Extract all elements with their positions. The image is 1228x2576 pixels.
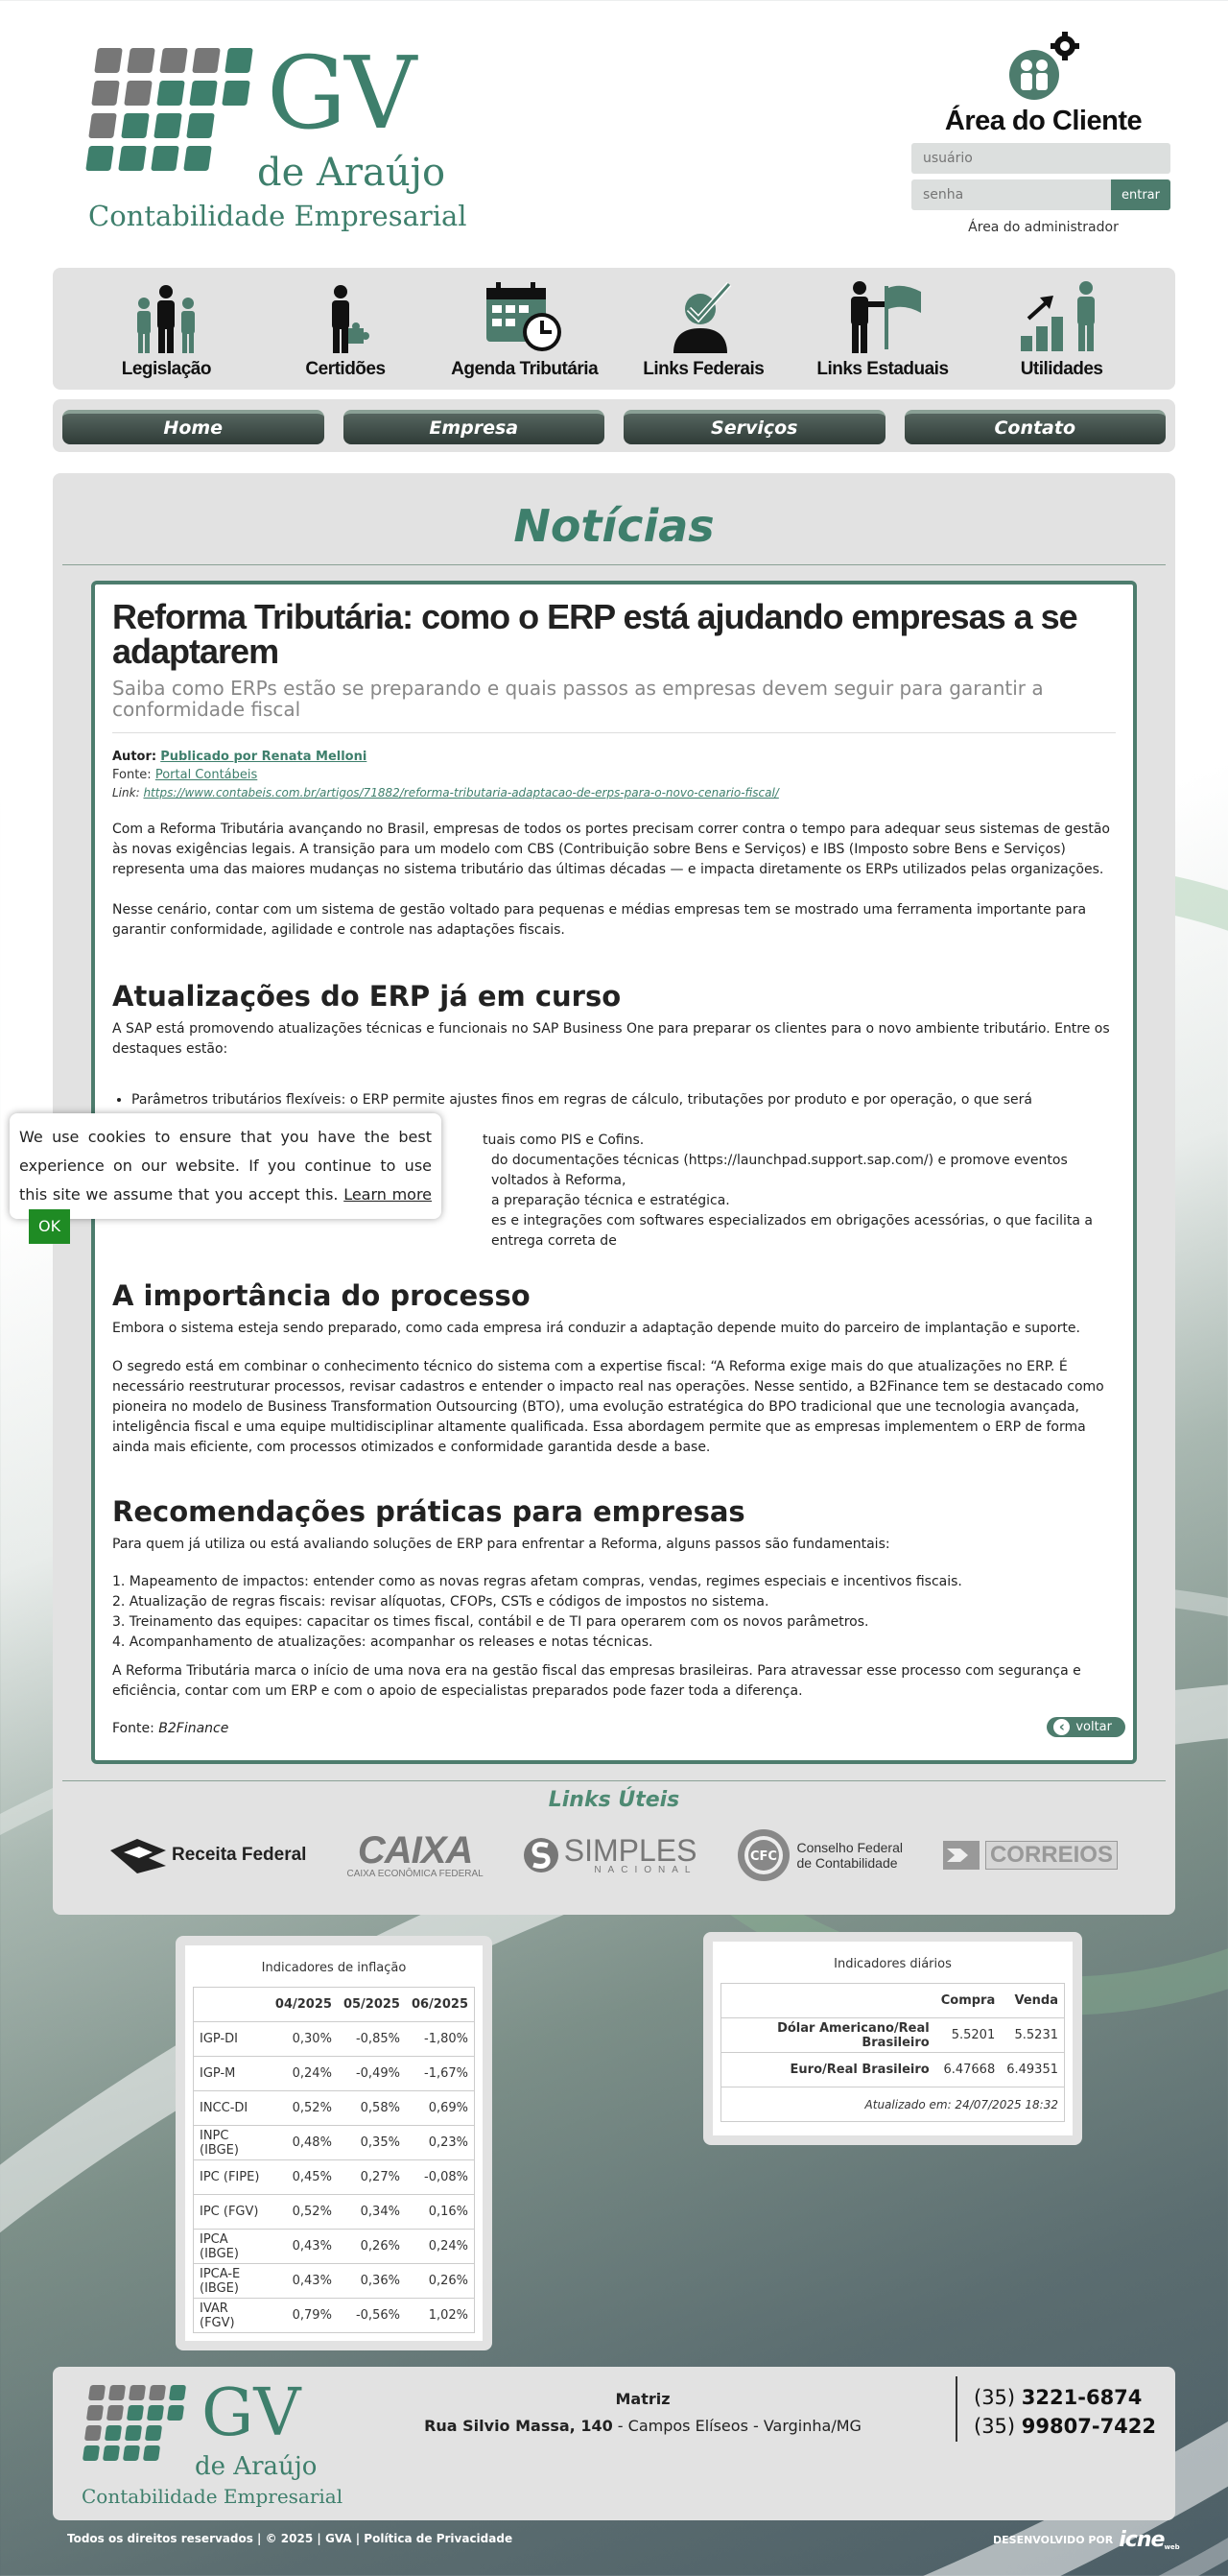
logo-square: [83, 2445, 100, 2461]
list-item-text: do documentações técnicas (https://launchpad.support.sap.com/) e promove eventos voltados à Reforma,: [491, 1153, 1068, 1188]
footer-phones: [974, 2383, 1166, 2441]
table-cell: 0,48%: [270, 2126, 338, 2160]
list-item: 1. Mapeamento de impactos: entender como as novas regras afetam compras, vendas, regimes especiais e incentivos fiscais.: [112, 1574, 962, 1589]
daily-indicators-card: [703, 1932, 1082, 2145]
nav-agenda-tributaria[interactable]: [443, 276, 606, 380]
logo-square: [156, 81, 185, 106]
logo-de-araujo: de Araújo: [195, 2452, 318, 2481]
logo-square: [106, 2405, 124, 2421]
daily-title: Indicadores diários: [834, 1957, 952, 1971]
source-label: Fonte:: [112, 768, 152, 782]
table-row: [194, 2230, 475, 2264]
source-link[interactable]: Portal Contábeis: [154, 768, 258, 782]
logo-gv: GV: [267, 35, 415, 152]
privacy-link[interactable]: | Política de Privacidade: [351, 2532, 513, 2545]
people-icon: [84, 276, 248, 353]
table-header-row: [194, 1988, 475, 2022]
nav-label: Certidões: [305, 359, 386, 379]
nav-label: Legislação: [121, 359, 211, 379]
logo-text: de Contabilidade: [796, 1855, 898, 1871]
logo-square: [183, 146, 212, 171]
logo-square: [147, 2405, 164, 2421]
inflation-title: Indicadores de inflação: [261, 1961, 407, 1975]
inflation-indicators-inner: [185, 1945, 483, 2341]
phone-2[interactable]: [974, 2412, 1166, 2441]
back-button[interactable]: ‹ voltar: [1047, 1717, 1125, 1737]
menu-home[interactable]: Home: [62, 410, 324, 444]
final-source-name: B2Finance: [158, 1721, 229, 1736]
logo-square: [151, 146, 179, 171]
inflation-indicators-card: [176, 1936, 492, 2350]
table-cell: -0,56%: [338, 2299, 406, 2333]
article-heading: Atualizações do ERP já em curso: [112, 980, 622, 1013]
menu-empresa[interactable]: Empresa: [343, 410, 605, 444]
person-flag-icon: [801, 276, 964, 353]
table-cell: 5.5201: [935, 2018, 1002, 2053]
logo-square: [154, 113, 182, 138]
table-row: [721, 2018, 1065, 2053]
nav-label: Links Federais: [643, 359, 765, 379]
table-cell: -1,80%: [406, 2022, 475, 2057]
table-cell: 0,43%: [270, 2264, 338, 2299]
table-row: [194, 2022, 475, 2057]
logo-square: [127, 48, 155, 73]
login-button[interactable]: entrar: [1111, 179, 1170, 210]
caixa-logo[interactable]: [346, 1828, 484, 1879]
cookie-learn-more-link[interactable]: Learn more: [343, 1185, 433, 1204]
logo-square: [127, 2405, 144, 2421]
simples-text: [564, 1835, 697, 1875]
table-cell: 0,36%: [338, 2264, 406, 2299]
password-row: [911, 179, 1175, 210]
nav-label: Agenda Tributária: [451, 359, 599, 379]
footer: [53, 2367, 1175, 2520]
article-paragraph: A Reforma Tributária marca o início de uma nova era na gestão fiscal das empresas brasileiras. Para atravessar esse processo com segurança e eficiência, contar com um ERP e com o apoio de especialistas preparados pode fazer toda a diferença.: [112, 1663, 1081, 1699]
table-cell: 1,02%: [406, 2299, 475, 2333]
row-label: Dólar Americano/Real Brasileiro: [721, 2018, 935, 2053]
nav-legislacao[interactable]: [84, 276, 248, 380]
table-cell: 0,43%: [270, 2230, 338, 2264]
table-cell: 0,35%: [338, 2126, 406, 2160]
article-paragraph: Embora o sistema esteja sendo preparado, como cada empresa irá conduzir a adaptação depende muito do parceiro de implantação e suporte.: [112, 1321, 1080, 1336]
table-cell: 0,79%: [270, 2299, 338, 2333]
menu-contato[interactable]: Contato: [905, 410, 1167, 444]
table-cell: 0,52%: [270, 2091, 338, 2126]
logo-text: CAIXA ECONÔMICA FEDERAL: [346, 1868, 484, 1879]
cookie-notice: [10, 1113, 441, 1235]
city: - Campos Elíseos - Varginha/MG: [612, 2417, 862, 2435]
copyright-text: Todos os direitos reservados | © 2025 |: [67, 2532, 325, 2545]
client-area: [911, 29, 1175, 235]
article-subtitle: Saiba como ERPs estão se preparando e quais passos as empresas devem seguir para garantir a conformidade fiscal: [112, 677, 1044, 721]
table-header-row: [721, 1984, 1065, 2018]
recommendation-list: [112, 1572, 1116, 1653]
svg-text:CFC: CFC: [750, 1849, 778, 1864]
logo-square: [149, 2385, 166, 2400]
table-cell: 0,69%: [406, 2091, 475, 2126]
table-cell: 0,26%: [338, 2230, 406, 2264]
logo-square: [84, 2425, 102, 2441]
footer-logo[interactable]: [82, 2375, 343, 2508]
divider: [956, 2376, 957, 2442]
icon-navigation: [53, 268, 1175, 390]
table-row: [194, 2091, 475, 2126]
table-cell: 0,16%: [406, 2195, 475, 2230]
list-item: 4. Acompanhamento de atualizações: acompanhar os releases e notas técnicas.: [112, 1634, 653, 1650]
street: Rua Silvio Massa, 140: [424, 2417, 613, 2435]
column-header: 06/2025: [406, 1988, 475, 2022]
table-cell: -0,85%: [338, 2022, 406, 2057]
table-cell: 0,34%: [338, 2195, 406, 2230]
footer-address: [417, 2386, 868, 2440]
logo-square: [88, 2385, 106, 2400]
phone-area: (35): [974, 2386, 1022, 2409]
article-title: Reforma Tributária: como o ERP está ajudando empresas a se adaptarem: [112, 597, 1077, 671]
section-title: Notícias: [513, 500, 715, 552]
column-header: Compra: [935, 1984, 1002, 2018]
logo-de-araujo: de Araújo: [257, 151, 446, 195]
nav-links-federais[interactable]: [622, 276, 785, 380]
list-item-text: es e integrações com softwares especializados em obrigações acessórias, o que facilita a entrega correta de: [491, 1213, 1093, 1249]
table-row: [721, 2087, 1065, 2122]
row-label: IGP-DI: [194, 2022, 270, 2057]
nav-label: Links Estaduais: [816, 359, 949, 379]
main-menu: [53, 399, 1175, 452]
logo-square: [88, 113, 117, 138]
article-paragraph: O segredo está em combinar o conhecimento técnico do sistema com a expertise fiscal: “A Reforma exige mais do que atualizações no ERP. É necessário reestruturar processos, revisar cadastros e entender o impacto real nas operações. Nesse sentido, a B2Finance tem se destacado como pioneira no modelo de Business Transformation Outsourcing (BTO), uma evolução estratégica do BPO tradicional que une tecnologia avançada, inteligência fiscal e uma equipe multidisciplinar altamente qualificada. Essa abordagem permite que as empresas implementem o ERP de forma ainda mais eficiente, com processos otimizados e conformidade garantida desde a base.: [112, 1359, 1104, 1455]
logo-text: CAIXA: [357, 1828, 473, 1872]
cookie-ok-button[interactable]: OK: [29, 1209, 70, 1244]
copyright: [67, 2532, 512, 2545]
column-header: 04/2025: [270, 1988, 338, 2022]
cfc-logo[interactable]: [737, 1828, 903, 1882]
column-header: [194, 1988, 270, 2022]
logo-square: [94, 48, 123, 73]
row-label: INPC (IBGE): [194, 2126, 270, 2160]
table-cell: 0,30%: [270, 2022, 338, 2057]
row-label: IVAR (FGV): [194, 2299, 270, 2333]
inflation-table: [193, 1987, 475, 2333]
table-row: [194, 2126, 475, 2160]
admin-area-link[interactable]: Área do administrador: [968, 220, 1119, 235]
correios-logo[interactable]: [943, 1841, 1118, 1870]
table-cell: 0,45%: [270, 2160, 338, 2195]
row-label: IPC (FIPE): [194, 2160, 270, 2195]
column-header: Venda: [1001, 1984, 1064, 2018]
article-url-link[interactable]: https://www.contabeis.com.br/artigos/71882/reforma-tributaria-adaptacao-de-erps-para-o-novo-cenario-fiscal/: [143, 786, 779, 799]
table-cell: 0,26%: [406, 2264, 475, 2299]
author-label: Autor:: [112, 750, 157, 764]
table-cell: 0,52%: [270, 2195, 338, 2230]
logo-square: [103, 2445, 120, 2461]
logo-text: Conselho Federal: [796, 1840, 903, 1855]
logo-text: SIMPLES: [563, 1833, 697, 1868]
logo-text: NACIONAL: [594, 1865, 697, 1875]
logo-text: Receita Federal: [172, 1845, 307, 1865]
column-header: 05/2025: [338, 1988, 406, 2022]
nav-certidoes[interactable]: [264, 276, 427, 380]
logo-square: [169, 2385, 186, 2400]
logo-square: [129, 2385, 146, 2400]
logo-square: [124, 81, 153, 106]
row-label: INCC-DI: [194, 2091, 270, 2126]
list-item-text: tuais como PIS e Cofins.: [483, 1133, 645, 1148]
logo-square: [85, 146, 114, 171]
person-puzzle-icon: [264, 276, 427, 353]
logo-square: [224, 48, 253, 73]
phone-number: 99807-7422: [1021, 2415, 1157, 2438]
logo-square: [143, 2445, 160, 2461]
copyright-brand[interactable]: GVA: [324, 2532, 352, 2545]
logo-square: [118, 146, 147, 171]
updated-timestamp: Atualizado em: 24/07/2025 18:32: [721, 2087, 1065, 2122]
useful-links-logos: [110, 1826, 1118, 1884]
logo-square: [105, 2425, 122, 2441]
menu-servicos[interactable]: Serviços: [624, 410, 886, 444]
logo-tagline: Contabilidade Empresarial: [82, 2485, 343, 2508]
table-cell: 0,27%: [338, 2160, 406, 2195]
table-row: [194, 2160, 475, 2195]
logo-square: [192, 48, 221, 73]
table-cell: 0,24%: [406, 2230, 475, 2264]
table-cell: 6.47668: [935, 2053, 1002, 2087]
link-label: Link:: [112, 786, 140, 799]
list-item-text: Parâmetros tributários flexíveis: o ERP permite ajustes finos em regras de cálculo, tributações por produto e por operação, o que será: [131, 1092, 1032, 1108]
table-cell: 5.5231: [1001, 2018, 1064, 2053]
table-row: [194, 2057, 475, 2091]
logo-square: [86, 2405, 104, 2421]
simples-s-icon: [524, 1834, 558, 1876]
article-paragraph: Para quem já utiliza ou está avaliando soluções de ERP para enfrentar a Reforma, alguns passos são fundamentais:: [112, 1537, 890, 1552]
row-label: IPCA-E (IBGE): [194, 2264, 270, 2299]
logo-square: [121, 113, 150, 138]
logo-square: [167, 2405, 184, 2421]
company-logo[interactable]: [84, 35, 467, 235]
daily-table: [720, 1983, 1065, 2122]
article-paragraph: Com a Reforma Tributária avançando no Brasil, empresas de todos os portes precisam correr contra o tempo para adequar seus sistemas de gestão às novas exigências legais. A transição para um modelo com CBS (Contribuição sobre Bens e Serviços) e IBS (Imposto sobre Bens e Serviços) representa uma das maiores mudanças no sistema tributário das últimas décadas — e impacta diretamente os ERPs utilizados pelas organizações.: [112, 822, 1110, 877]
table-row: [194, 2195, 475, 2230]
table-cell: 0,58%: [338, 2091, 406, 2126]
author-link[interactable]: Publicado por Renata Melloni: [160, 750, 367, 764]
article-heading: A importância do processo: [112, 1279, 531, 1312]
table-cell: -0,49%: [338, 2057, 406, 2091]
final-source-label: Fonte:: [112, 1721, 154, 1736]
nav-links-estaduais[interactable]: [801, 276, 964, 380]
table-row: [194, 2264, 475, 2299]
row-label: IPCA (IBGE): [194, 2230, 270, 2264]
nav-utilidades[interactable]: [980, 276, 1144, 380]
useful-links-title: Links Úteis: [548, 1788, 680, 1812]
divider: [62, 1780, 1166, 1781]
developer-logo: icne: [1119, 2528, 1165, 2552]
cfc-seal-icon: [737, 1828, 791, 1882]
logo-square: [123, 2445, 140, 2461]
article-meta: [112, 748, 1116, 802]
logo-square: [222, 81, 250, 106]
logo-square: [108, 2385, 126, 2400]
developer-logo-sub: web: [1164, 2542, 1180, 2551]
table-cell: -1,67%: [406, 2057, 475, 2091]
final-source: [112, 1719, 1116, 1739]
client-area-title: Área do Cliente: [944, 106, 1143, 136]
article-paragraph: A SAP está promovendo atualizações técnicas e funcionais no SAP Business One para preparar os clientes para o novo ambiente tributário. Entre os destaques estão:: [112, 1021, 1110, 1057]
developer-credit[interactable]: [993, 2528, 1180, 2552]
column-header: [721, 1984, 935, 2018]
divider: [62, 564, 1166, 565]
list-item: 3. Treinamento das equipes: capacitar os times fiscal, contábil e de TI para operarem com os novos parâmetros.: [112, 1614, 869, 1630]
table-cell: 0,23%: [406, 2126, 475, 2160]
logo-square: [125, 2425, 142, 2441]
phone-number: 3221-6874: [1021, 2386, 1143, 2409]
office-label: Matriz: [615, 2390, 671, 2408]
logo-square: [145, 2425, 162, 2441]
row-label: IGP-M: [194, 2057, 270, 2091]
logo-square: [189, 81, 218, 106]
correios-icon: [943, 1841, 980, 1870]
row-label: Euro/Real Brasileiro: [721, 2053, 935, 2087]
table-cell: 6.49351: [1001, 2053, 1064, 2087]
cookie-text: We use cookies to ensure that you have the best experience on our website. If you continue to use this site we assume that you accept this.: [19, 1128, 432, 1204]
logo-text: CORREIOS: [985, 1841, 1118, 1870]
calendar-clock-icon: [443, 276, 606, 353]
logo-square: [91, 81, 120, 106]
nav-label: Utilidades: [1020, 359, 1103, 379]
phone-area: (35): [974, 2415, 1022, 2438]
receita-federal-logo[interactable]: [110, 1837, 306, 1873]
developer-label: DESENVOLVIDO POR: [993, 2534, 1114, 2546]
logo-gv: GV: [201, 2375, 301, 2451]
address-line: [417, 2413, 868, 2440]
logo-square: [159, 48, 188, 73]
table-row: [721, 2053, 1065, 2087]
table-cell: -0,08%: [406, 2160, 475, 2195]
row-label: IPC (FGV): [194, 2195, 270, 2230]
username-input[interactable]: [911, 143, 1170, 174]
check-person-icon: [622, 276, 785, 353]
divider: [112, 732, 1116, 733]
growth-chart-icon: [980, 276, 1144, 353]
daily-indicators-inner: [713, 1942, 1073, 2135]
table-cell: 0,24%: [270, 2057, 338, 2091]
list-item: 2. Atualização de regras fiscais: revisar alíquotas, CFOPs, CSTs e códigos de impostos no sistema.: [112, 1594, 769, 1610]
phone-1[interactable]: [974, 2383, 1166, 2412]
client-gear-people-icon: [1005, 29, 1082, 106]
list-item-text: a preparação técnica e estratégica.: [491, 1193, 730, 1208]
logo-tagline: Contabilidade Empresarial: [88, 200, 467, 232]
receita-federal-icon: [110, 1837, 166, 1873]
logo-square: [186, 113, 215, 138]
password-input[interactable]: [911, 179, 1111, 210]
article-paragraph: Nesse cenário, contar com um sistema de gestão voltado para pequenas e médias empresas tem se mostrado uma ferramenta importante para garantir conformidade, agilidade e controle nas adaptações fiscais.: [112, 902, 1087, 938]
simples-nacional-logo[interactable]: [524, 1834, 697, 1876]
cfc-text: [796, 1840, 903, 1871]
article-heading: Recomendações práticas para empresas: [112, 1495, 745, 1528]
table-row: [194, 2299, 475, 2333]
